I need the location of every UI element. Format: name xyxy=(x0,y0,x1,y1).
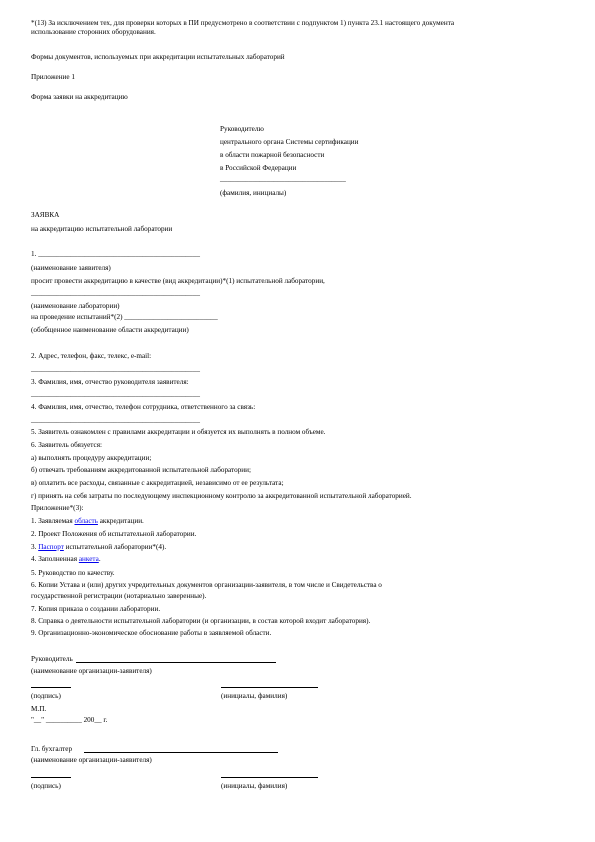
application-subtitle: на аккредитацию испытательной лаборатории xyxy=(31,225,173,233)
body-line: _______________________________________________ xyxy=(31,416,200,424)
passport-link[interactable]: Паспорт xyxy=(38,543,64,551)
body-line: (наименование заявителя) xyxy=(31,264,111,272)
section-heading: Формы документов, используемых при аккредитации испытательных лабораторий xyxy=(31,53,285,61)
application-title: ЗАЯВКА xyxy=(31,211,60,219)
signature-line xyxy=(31,687,71,688)
attachment-item: 2. Проект Положения об испытательной лаборатории. xyxy=(31,530,197,538)
body-line: просит провести аккредитацию в качестве (вид аккредитации)*(1) испытательной лаборатории, xyxy=(31,277,325,285)
name-caption: (инициалы, фамилия) xyxy=(221,692,288,700)
attachment-item: 8. Справка о деятельности испытательной лаборатории (и организации, в состав которой входит лаборатория). xyxy=(31,617,371,625)
addressee-line-4: в Российской Федерации xyxy=(220,164,297,172)
body-line: 5. Заявитель ознакомлен с правилами аккредитации и обязуется их выполнять в полном объеме. xyxy=(31,428,326,436)
body-line: _______________________________________________ xyxy=(31,365,200,373)
attachment-item: 7. Копия приказа о создании лаборатории. xyxy=(31,605,161,613)
attachment-item: 6. Копии Устава и (или) других учредительных документов организации-заявителя, в том числе и Свидетельства о xyxy=(31,581,382,589)
footnote-line-2: использование сторонних оборудования. xyxy=(31,28,156,36)
body-line: г) принять на себя затраты по последующему инспекционному контролю за аккредитованной испытательной лабораторией. xyxy=(31,492,412,500)
attachment-item: 3. Паспорт испытательной лаборатории*(4). xyxy=(31,543,167,551)
org-caption-1: (наименование организации-заявителя) xyxy=(31,667,152,675)
date-line: "__" __________ 200__ г. xyxy=(31,716,108,724)
head-signature-label: Руководитель xyxy=(31,655,73,663)
form-title: Форма заявки на аккредитацию xyxy=(31,93,128,101)
questionnaire-link[interactable]: анкета xyxy=(78,555,99,563)
accountant-signature-caption: (подпись) xyxy=(31,782,61,790)
accountant-signature-line xyxy=(84,752,278,753)
attachment-item: 5. Руководство по качеству. xyxy=(31,569,115,577)
org-caption-2: (наименование организации-заявителя) xyxy=(31,756,152,764)
addressee-line-3: в области пожарной безопасности xyxy=(220,151,325,159)
attachment-item: государственной регистрации (нотариально заверенные). xyxy=(31,592,207,600)
addressee-line-2: центрального органа Системы сертификации xyxy=(220,138,359,146)
addressee-line-1: Руководителю xyxy=(220,125,264,133)
attachments-heading: Приложение*(3): xyxy=(31,504,84,512)
name-line xyxy=(221,687,318,688)
accountant-name-line xyxy=(221,777,318,778)
addressee-blank-line: ___________________________________ xyxy=(220,175,346,183)
accountant-name-caption: (инициалы, фамилия) xyxy=(221,782,288,790)
appendix-title: Приложение 1 xyxy=(31,73,75,81)
attachment-item: 1. Заявляемая область аккредитации. xyxy=(31,517,144,525)
body-line: на проведение испытаний*(2) __________________________ xyxy=(31,313,218,321)
scope-link[interactable]: область xyxy=(74,517,98,525)
body-line: 1. _____________________________________________ xyxy=(31,250,200,258)
body-line: 3. Фамилия, имя, отчество руководителя заявителя: xyxy=(31,378,189,386)
body-line: в) оплатить все расходы, связанные с аккредитацией, независимо от ее результата; xyxy=(31,479,284,487)
body-line: 6. Заявитель обязуется: xyxy=(31,441,102,449)
signature-caption: (подпись) xyxy=(31,692,61,700)
head-signature-line xyxy=(76,662,276,663)
attachment-item: 4. Заполненная анкета. xyxy=(31,555,101,563)
body-line: 4. Фамилия, имя, отчество, телефон сотрудника, ответственного за связь: xyxy=(31,403,256,411)
accountant-signature-label: Гл. бухгалтер xyxy=(31,745,73,753)
body-line: (обобщенное наименование области аккредитации) xyxy=(31,326,189,334)
body-line: а) выполнять процедуру аккредитации; xyxy=(31,454,152,462)
body-line: (наименование лаборатории) xyxy=(31,302,120,310)
footnote-line-1: *(13) За исключением тех, для проверки которых в ПИ предусмотрено в соответствии с подпунктом 1) пункта 23.1 настоящего документа xyxy=(31,19,455,27)
stamp-label: М.П. xyxy=(31,705,47,713)
body-line: _______________________________________________ xyxy=(31,390,200,398)
body-line: б) отвечать требованиям аккредитованной испытательной лаборатории; xyxy=(31,466,251,474)
attachment-item: 9. Организационно-экономическое обоснование работы в заявляемой области. xyxy=(31,629,272,637)
addressee-caption: (фамилия, инициалы) xyxy=(220,189,287,197)
body-line: _______________________________________________ xyxy=(31,289,200,297)
body-line: 2. Адрес, телефон, факс, телекс, e-mail: xyxy=(31,352,152,360)
accountant-sign-line xyxy=(31,777,71,778)
